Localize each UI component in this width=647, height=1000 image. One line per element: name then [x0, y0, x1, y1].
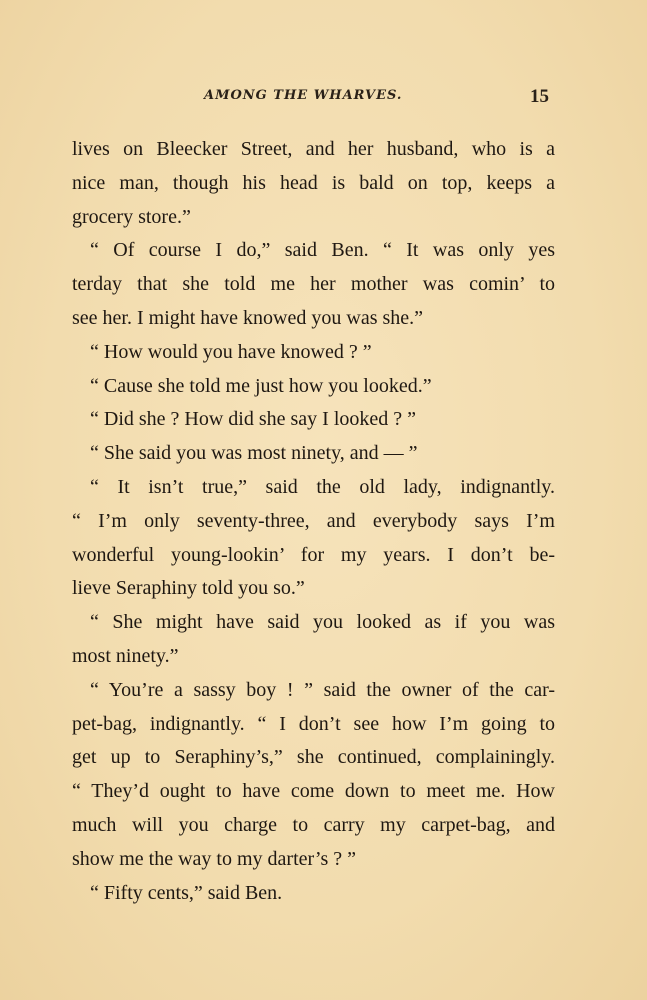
text-line: “ Did she ? How did she say I looked ? ” [90, 408, 417, 431]
text-line: “ How would you have knowed ? ” [90, 340, 372, 363]
text-line: much will you charge to carry my carpet-bag, and [72, 813, 555, 836]
text-line: see her. I might have knowed you was she.” [72, 306, 424, 329]
text-line: lieve Seraphiny told you so.” [72, 577, 305, 600]
page-number: 15 [530, 86, 549, 107]
text-line: “ She said you was most ninety, and — ” [90, 442, 418, 465]
text-line: “ It isn’t true,” said the old lady, indignantly. [90, 475, 555, 498]
text-line: grocery store.” [72, 205, 191, 228]
text-line: nice man, though his head is bald on top, keeps a [72, 171, 555, 194]
text-line: “ Cause she told me just how you looked.” [90, 374, 432, 397]
body-text [72, 133, 555, 910]
text-line: wonderful young-lookin’ for my years. I don’t be- [72, 543, 555, 566]
text-line: terday that she told me her mother was comin’ to [72, 273, 555, 296]
text-line: show me the way to my darter’s ? ” [72, 847, 356, 870]
text-line: pet-bag, indignantly. “ I don’t see how I’m going to [72, 712, 555, 735]
text-line: “ They’d ought to have come down to meet me. How [72, 780, 555, 803]
running-head: AMONG THE WHARVES. [204, 88, 403, 103]
text-line: lives on Bleecker Street, and her husband, who is a [72, 138, 555, 160]
text-line: “ She might have said you looked as if you was [90, 611, 555, 634]
text-line: get up to Seraphiny’s,” she continued, complainingly. [72, 746, 555, 769]
text-line: most ninety.” [72, 644, 179, 667]
text-line: “ Fifty cents,” said Ben. [90, 881, 283, 904]
text-line: “ Of course I do,” said Ben. “ It was only yes [90, 239, 555, 262]
text-line: “ You’re a sassy boy ! ” said the owner of the car- [90, 678, 555, 701]
text-line: “ I’m only seventy-three, and everybody says I’m [72, 509, 555, 532]
